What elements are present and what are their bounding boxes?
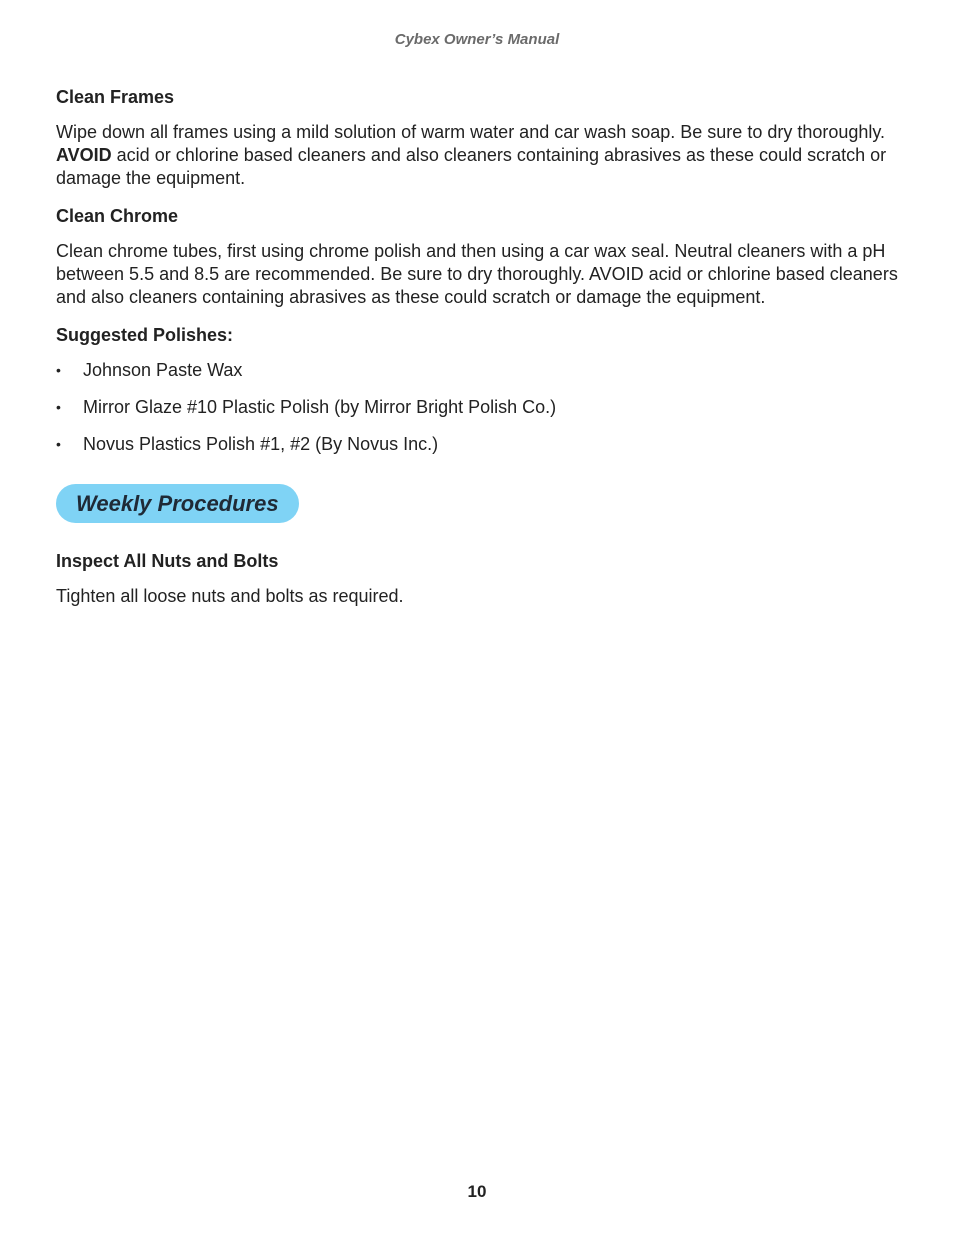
list-item (56, 433, 906, 456)
suggested-polishes-heading: Suggested Polishes: (56, 325, 234, 345)
list-item (56, 396, 906, 419)
clean-frames-text-after: acid or chlorine based cleaners and also cleaners containing abrasives as these could scratch or damage the equipment. (56, 145, 887, 188)
list-item-text: Johnson Paste Wax (83, 360, 243, 380)
weekly-procedures-section-title: Weekly Procedures (56, 484, 299, 523)
clean-frames-text-before: Wipe down all frames using a mild solution of warm water and car wash soap. Be sure to dry thoroughly. (56, 122, 886, 142)
page-content (56, 86, 906, 623)
list-item (56, 359, 906, 382)
clean-chrome-paragraph: Clean chrome tubes, first using chrome polish and then using a car wax seal. Neutral cleaners with a pH between 5.5 and 8.5 are recommended. Be sure to dry thoroughly. AVOID acid or chlorine based cleaners and also cleaners containing abrasives as these could scratch or damage the equipment. (56, 241, 898, 307)
list-item-text: Mirror Glaze #10 Plastic Polish (by Mirror Bright Polish Co.) (83, 397, 557, 417)
inspect-nuts-bolts-paragraph: Tighten all loose nuts and bolts as required. (56, 586, 404, 606)
clean-chrome-heading: Clean Chrome (56, 206, 179, 226)
list-item-text: Novus Plastics Polish #1, #2 (By Novus Inc.) (83, 434, 439, 454)
page-number: 10 (467, 1182, 487, 1201)
bullet-icon: • (56, 436, 61, 452)
bullet-icon: • (56, 362, 61, 378)
avoid-emphasis: AVOID (56, 145, 112, 165)
bullet-icon: • (56, 399, 61, 415)
running-header: Cybex Owner’s Manual (394, 31, 560, 48)
polish-list (56, 359, 906, 456)
inspect-nuts-bolts-heading: Inspect All Nuts and Bolts (56, 551, 279, 571)
clean-frames-heading: Clean Frames (56, 87, 175, 107)
clean-frames-paragraph (56, 121, 906, 190)
